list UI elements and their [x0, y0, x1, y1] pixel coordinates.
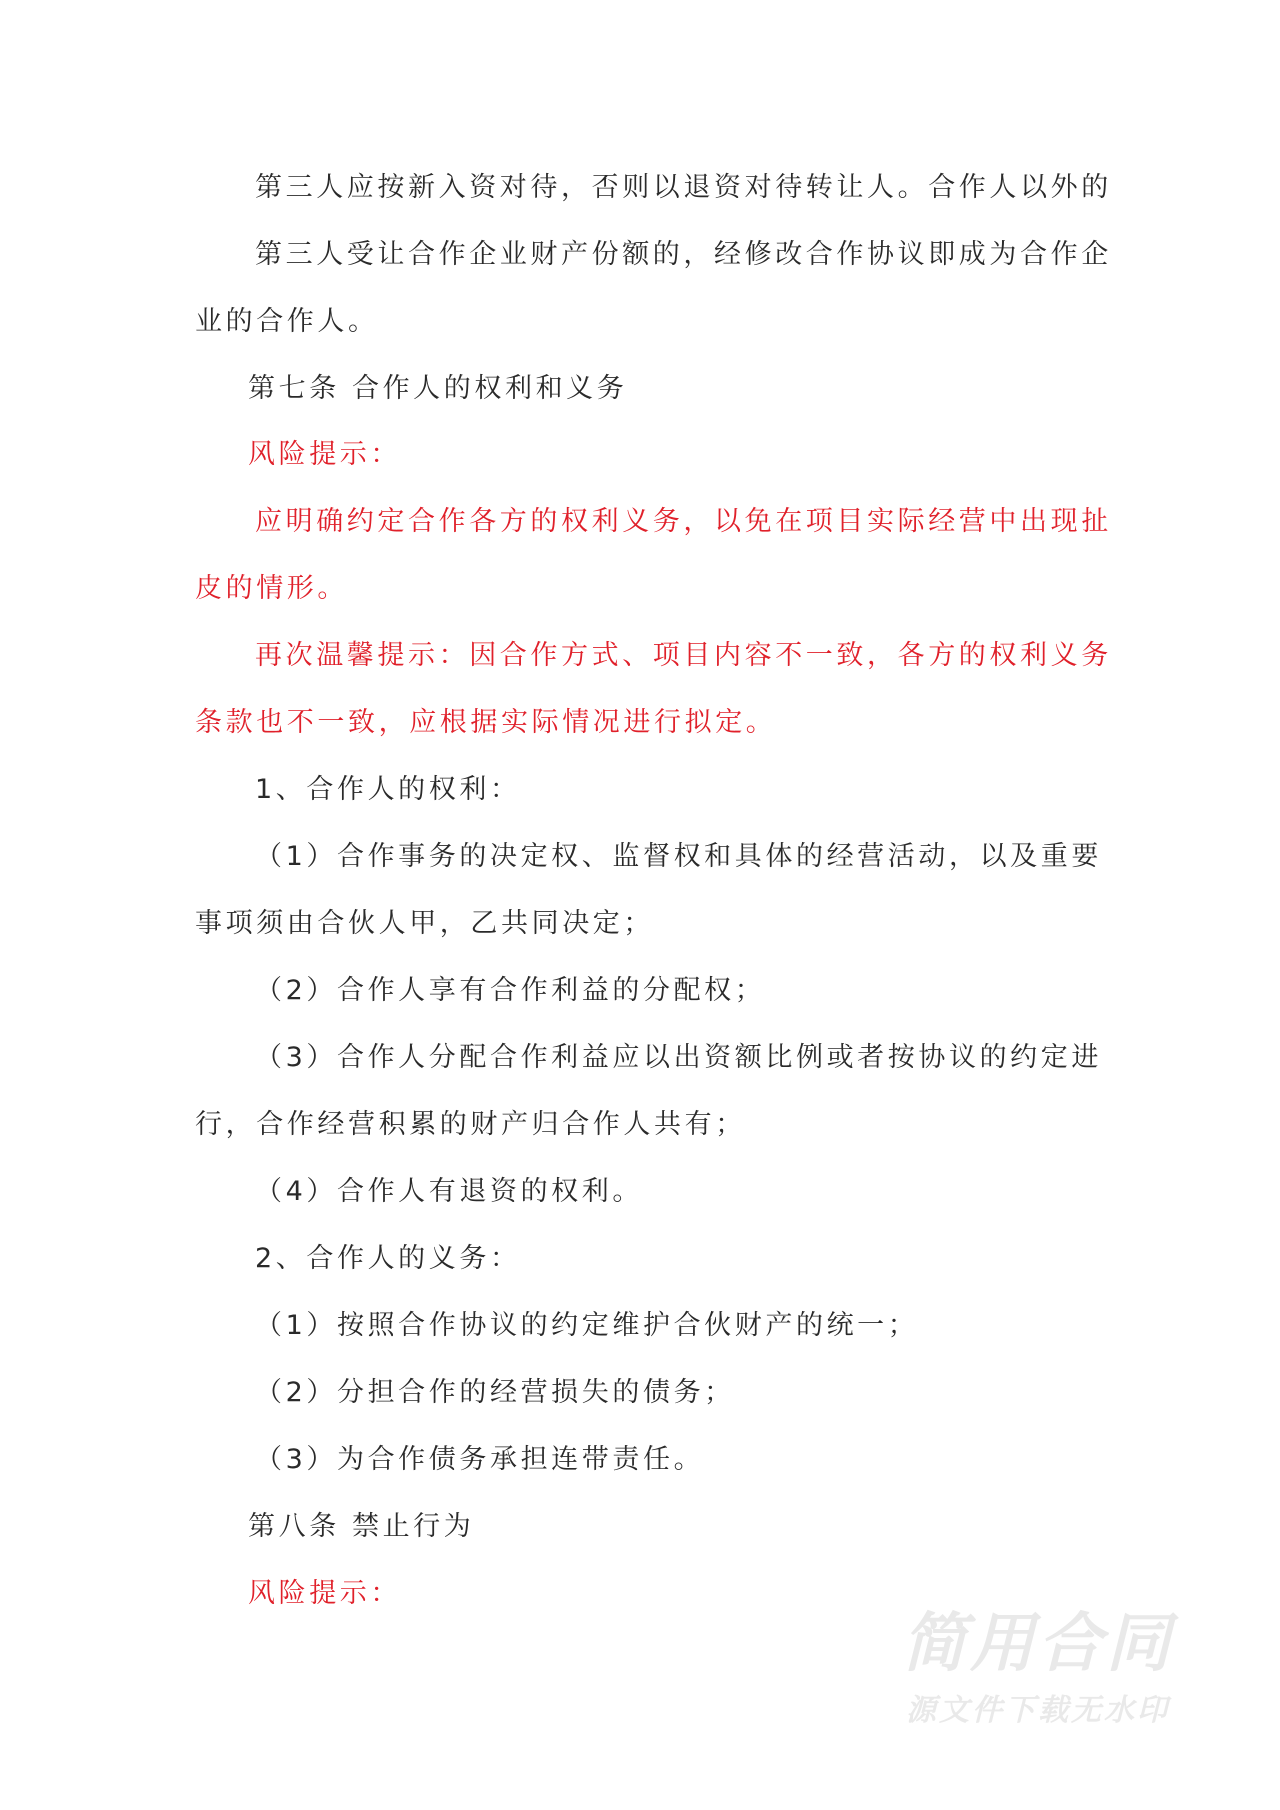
text-line: 第三人应按新入资对待，否则以退资对待转让人。合作人以外的	[255, 172, 1112, 203]
list-item: （2）合作人享有合作利益的分配权；	[255, 975, 766, 1006]
subsection-heading: 1、合作人的权利：	[255, 774, 521, 805]
subsection-heading: 2、合作人的义务：	[255, 1243, 521, 1274]
watermark-subtitle: 源文件下载无水印	[906, 1693, 1170, 1728]
list-item: （3）合作人分配合作利益应以出资额比例或者按协议的约定进	[255, 1042, 1102, 1073]
list-item: （2）分担合作的经营损失的债务；	[255, 1377, 735, 1408]
list-item: （1）按照合作协议的约定维护合伙财产的统一；	[255, 1310, 919, 1341]
list-item: （1）合作事务的决定权、监督权和具体的经营活动，以及重要	[255, 841, 1102, 872]
section-heading: 第八条 禁止行为	[248, 1511, 475, 1542]
section-heading: 第七条 合作人的权利和义务	[248, 373, 628, 404]
text-line: 第三人受让合作企业财产份额的，经修改合作协议即成为合作企	[255, 239, 1112, 270]
text-line: 业的合作人。	[195, 306, 379, 337]
reminder-text: 条款也不一致，应根据实际情况进行拟定。	[195, 707, 777, 738]
risk-tip-text: 皮的情形。	[195, 573, 348, 604]
risk-tip-label: 风险提示：	[248, 439, 401, 470]
risk-tip-text: 应明确约定合作各方的权利义务，以免在项目实际经营中出现扯	[255, 506, 1112, 537]
list-item-continuation: 事项须由合伙人甲，乙共同决定；	[195, 908, 654, 939]
risk-tip-label: 风险提示：	[248, 1578, 401, 1609]
list-item: （3）为合作债务承担连带责任。	[255, 1444, 705, 1475]
reminder-text: 再次温馨提示：因合作方式、项目内容不一致，各方的权利义务	[255, 640, 1112, 671]
watermark-logo: 简用合同	[902, 1607, 1174, 1681]
list-item-continuation: 行，合作经营积累的财产归合作人共有；	[195, 1109, 746, 1140]
list-item: （4）合作人有退资的权利。	[255, 1176, 643, 1207]
